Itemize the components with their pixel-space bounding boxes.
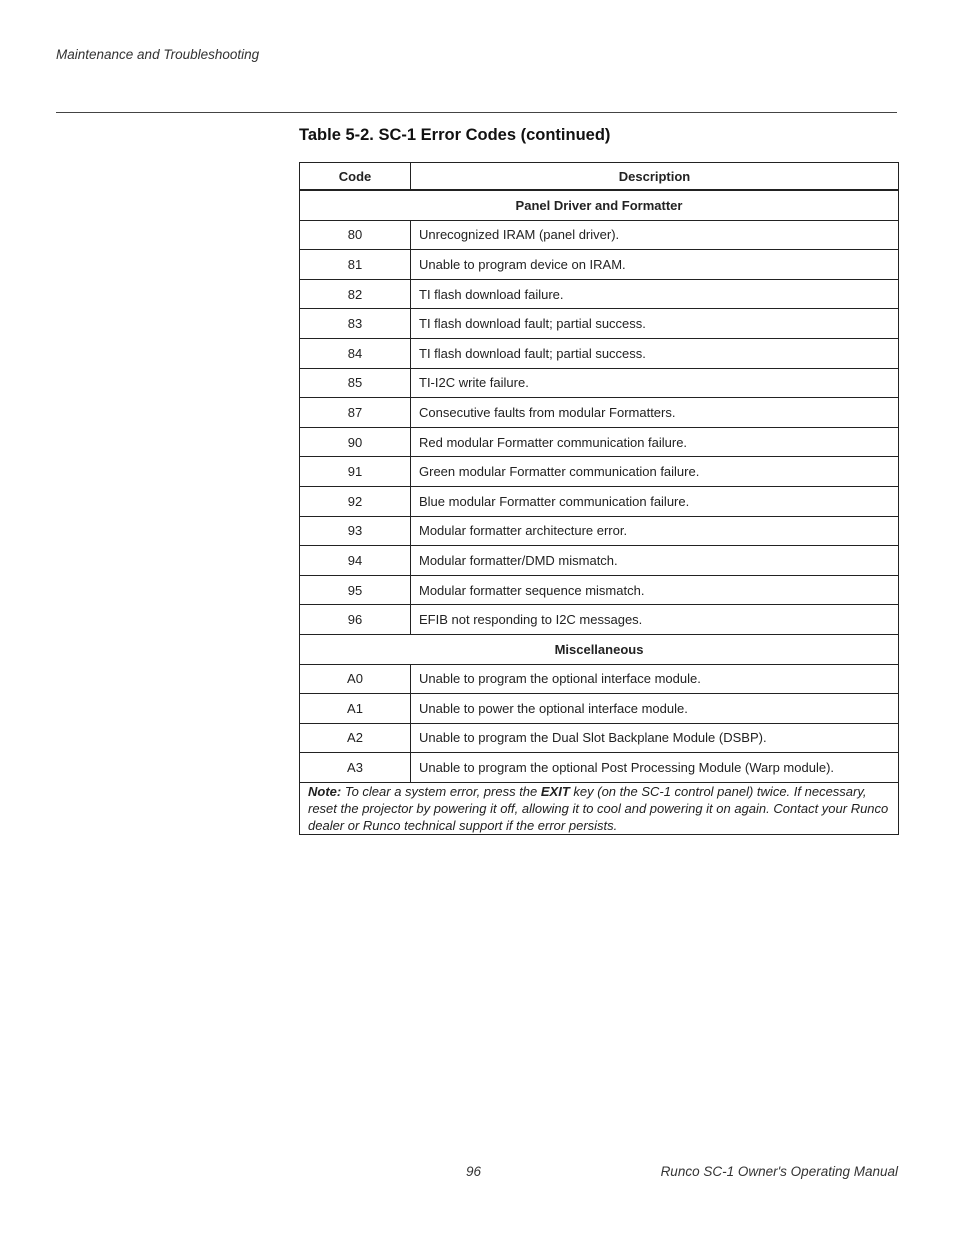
code-cell: 84 bbox=[300, 338, 411, 368]
note-row bbox=[300, 782, 899, 834]
description-cell: TI flash download failure. bbox=[411, 279, 899, 309]
code-cell: A1 bbox=[300, 694, 411, 724]
column-header-description: Description bbox=[411, 163, 899, 191]
table-caption: Table 5-2. SC-1 Error Codes (continued) bbox=[299, 126, 611, 144]
code-cell: 81 bbox=[300, 250, 411, 280]
description-cell: Consecutive faults from modular Formatters. bbox=[411, 398, 899, 428]
code-cell: A0 bbox=[300, 664, 411, 694]
table-row bbox=[300, 309, 899, 339]
table-row bbox=[300, 279, 899, 309]
code-cell: A2 bbox=[300, 723, 411, 753]
table-row bbox=[300, 753, 899, 783]
section-title-miscellaneous: Miscellaneous bbox=[300, 634, 899, 664]
table-row bbox=[300, 457, 899, 487]
error-codes-table bbox=[299, 162, 899, 835]
code-cell: 96 bbox=[300, 605, 411, 635]
description-cell: Unrecognized IRAM (panel driver). bbox=[411, 220, 899, 250]
note-cell bbox=[300, 782, 899, 834]
code-cell: 93 bbox=[300, 516, 411, 546]
description-cell: Red modular Formatter communication failure. bbox=[411, 427, 899, 457]
description-cell: Modular formatter/DMD mismatch. bbox=[411, 546, 899, 576]
description-cell: Modular formatter architecture error. bbox=[411, 516, 899, 546]
description-cell: Unable to program the optional Post Processing Module (Warp module). bbox=[411, 753, 899, 783]
table-row bbox=[300, 368, 899, 398]
table-row bbox=[300, 546, 899, 576]
code-cell: 95 bbox=[300, 575, 411, 605]
exit-key-label: EXIT bbox=[540, 783, 570, 799]
table-header-row bbox=[300, 163, 899, 191]
description-cell: Unable to program device on IRAM. bbox=[411, 250, 899, 280]
description-cell: Unable to program the optional interface module. bbox=[411, 664, 899, 694]
code-cell: A3 bbox=[300, 753, 411, 783]
code-cell: 85 bbox=[300, 368, 411, 398]
description-cell: Green modular Formatter communication failure. bbox=[411, 457, 899, 487]
description-cell: Blue modular Formatter communication failure. bbox=[411, 486, 899, 516]
table-row bbox=[300, 338, 899, 368]
section-row bbox=[300, 634, 899, 664]
section-row bbox=[300, 190, 899, 220]
code-cell: 87 bbox=[300, 398, 411, 428]
section-title-panel-driver: Panel Driver and Formatter bbox=[300, 190, 899, 220]
table-row bbox=[300, 516, 899, 546]
table-row bbox=[300, 220, 899, 250]
code-cell: 94 bbox=[300, 546, 411, 576]
table-row bbox=[300, 723, 899, 753]
description-cell: Unable to power the optional interface module. bbox=[411, 694, 899, 724]
table-row bbox=[300, 694, 899, 724]
header-divider bbox=[56, 112, 897, 113]
table-row bbox=[300, 486, 899, 516]
table-row bbox=[300, 575, 899, 605]
page-number: 96 bbox=[466, 1164, 482, 1179]
description-cell: Modular formatter sequence mismatch. bbox=[411, 575, 899, 605]
description-cell: TI flash download fault; partial success. bbox=[411, 309, 899, 339]
description-cell: EFIB not responding to I2C messages. bbox=[411, 605, 899, 635]
column-header-code: Code bbox=[300, 163, 411, 191]
code-cell: 80 bbox=[300, 220, 411, 250]
note-text-after: key (on the SC-1 control panel) twice. If necessary, reset the projector by powering it off, allowing it to cool and powering it on again. Contact your Runco dealer or Runco technical support if the error persists. bbox=[308, 783, 889, 833]
table-row bbox=[300, 605, 899, 635]
table-row bbox=[300, 398, 899, 428]
code-cell: 90 bbox=[300, 427, 411, 457]
code-cell: 91 bbox=[300, 457, 411, 487]
table-row bbox=[300, 664, 899, 694]
manual-title: Runco SC-1 Owner's Operating Manual bbox=[660, 1164, 898, 1179]
description-cell: TI-I2C write failure. bbox=[411, 368, 899, 398]
note-label: Note: bbox=[308, 783, 342, 799]
code-cell: 83 bbox=[300, 309, 411, 339]
table-row bbox=[300, 250, 899, 280]
description-cell: Unable to program the Dual Slot Backplane Module (DSBP). bbox=[411, 723, 899, 753]
code-cell: 92 bbox=[300, 486, 411, 516]
code-cell: 82 bbox=[300, 279, 411, 309]
running-header: Maintenance and Troubleshooting bbox=[56, 47, 260, 62]
note-text-before: To clear a system error, press the bbox=[341, 783, 541, 799]
description-cell: TI flash download fault; partial success. bbox=[411, 338, 899, 368]
table-row bbox=[300, 427, 899, 457]
